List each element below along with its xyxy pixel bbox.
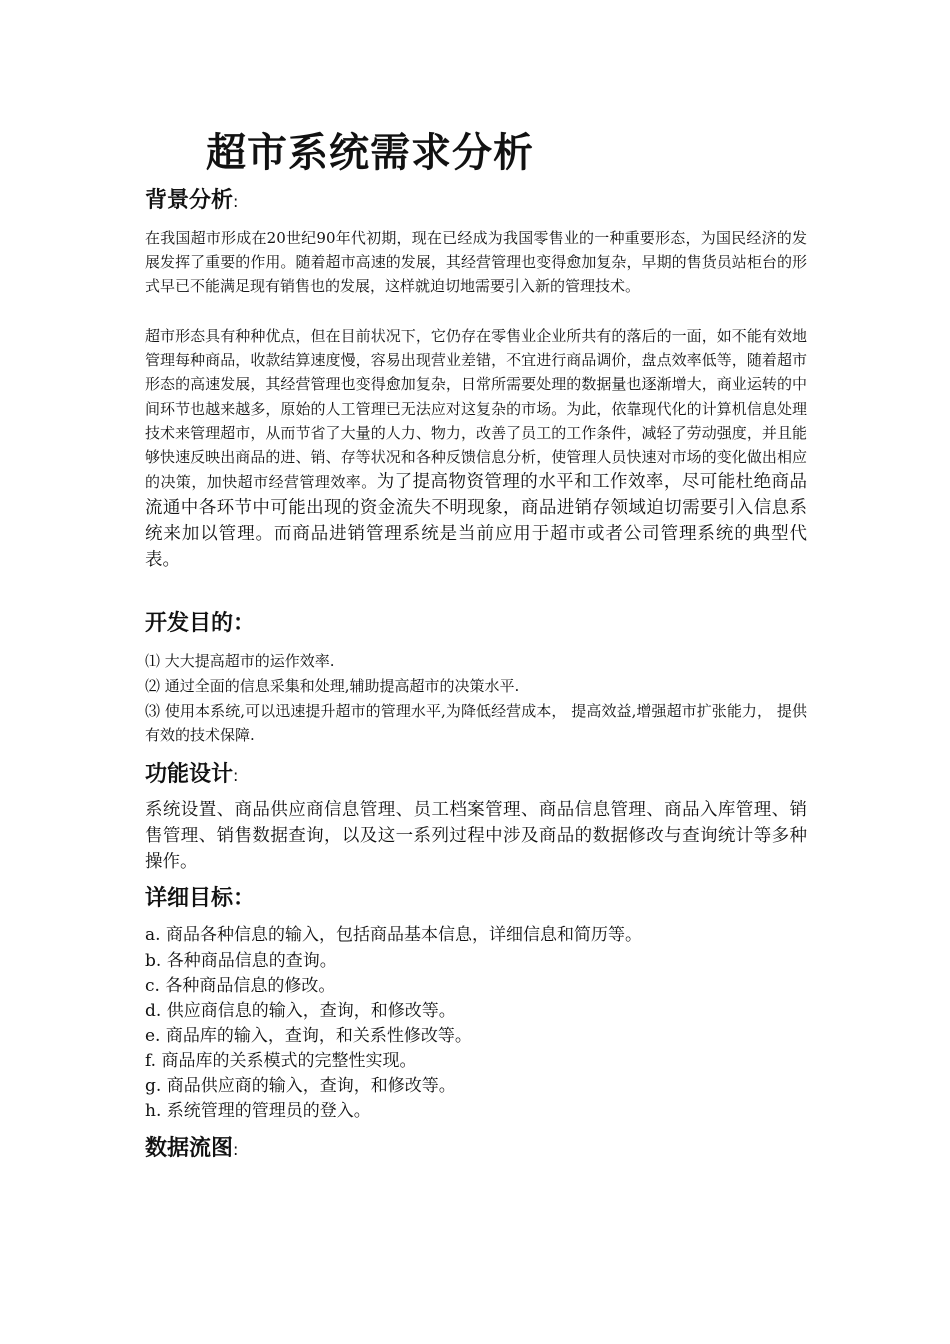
heading-purpose: 开发目的： xyxy=(145,611,256,636)
paragraph-background-1: 在我国超市形成在20世纪90年代初期，现在已经成为我国零售业的一种重要形态，为国民经济的发展发挥了重要的作用。随着超市高速的发展，其经营管理也变得愈加复杂，早期的售货员站柜台的形式早已不能满足现有销售也的发展，这样就迫切地需要引入新的管理技术。 xyxy=(145,229,807,296)
goal-item-e: e. 商品库的输入，查询，和关系性修改等。 xyxy=(145,1026,472,1046)
heading-background-text: 背景分析 xyxy=(145,188,234,213)
purpose-item-1: ⑴ 大大提高超市的运作效率. xyxy=(145,652,335,670)
goal-item-b: b. 各种商品信息的查询。 xyxy=(145,951,337,971)
heading-colon: : xyxy=(233,192,239,211)
goal-item-a: a. 商品各种信息的输入，包括商品基本信息，详细信息和简历等。 xyxy=(145,925,642,945)
paragraph-background-2-small: 超市形态具有种种优点，但在目前状况下，它仍存在零售业企业所共有的落后的一面，如不能有效地管理每种商品，收款结算速度慢，容易出现营业差错，不宜进行商品调价，盘点效率低等，随着超市形态的高速发展，其经营管理也变得愈加复杂，日常所需要处理的数据量也逐渐增大，商业运转的中间环节也越来越多，原始的人工管理已无法应对这复杂的市场。为此，依靠现代化的计算机信息处理技术来管理超市，从而节省了大量的人力、物力，改善了员工的工作条件，减轻了劳动强度，并且能够快速反映出商品的进、销、存等状况和各种反馈信息分析，使管理人员快速对市场的变化做出相应的决策，加快超市经营管理效率。 xyxy=(145,327,807,492)
goal-item-c: c. 各种商品信息的修改。 xyxy=(145,976,336,996)
heading-dataflow xyxy=(145,1134,238,1165)
heading-goals: 详细目标： xyxy=(145,886,256,911)
goal-item-d: d. 供应商信息的输入，查询，和修改等。 xyxy=(145,1001,456,1021)
heading-dataflow-text: 数据流图 xyxy=(145,1136,234,1161)
heading-colon: : xyxy=(233,766,239,785)
heading-function xyxy=(145,760,238,791)
purpose-item-2: ⑵ 通过全面的信息采集和处理,辅助提高超市的决策水平. xyxy=(145,677,520,695)
heading-function-text: 功能设计 xyxy=(145,762,234,787)
purpose-item-3: ⑶ 使用本系统,可以迅速提升超市的管理水平,为降低经营成本， 提高效益,增强超市扩张能力， 提供有效的技术保障. xyxy=(145,702,807,745)
goal-item-g: g. 商品供应商的输入，查询，和修改等。 xyxy=(145,1076,456,1096)
heading-colon: : xyxy=(233,1140,239,1159)
paragraph-background-2-large: 为了提高物资管理的水平和工作效率，尽可能杜绝商品流通中各环节中可能出现的资金流失不明现象，商品进销存领域迫切需要引入信息系统来加以管理。而商品进销管理系统是当前应用于超市或者公司管理系统的典型代表。 xyxy=(145,472,807,571)
paragraph-function: 系统设置、商品供应商信息管理、员工档案管理、商品信息管理、商品入库管理、销售管理、销售数据查询，以及这一系列过程中涉及商品的数据修改与查询统计等多种操作。 xyxy=(145,800,807,872)
paragraph-background-2 xyxy=(145,324,807,573)
document-title: 超市系统需求分析 xyxy=(206,129,534,176)
goal-item-h: h. 系统管理的管理员的登入。 xyxy=(145,1101,371,1121)
goal-item-f: f. 商品库的关系模式的完整性实现。 xyxy=(145,1051,417,1071)
heading-background xyxy=(145,186,238,217)
